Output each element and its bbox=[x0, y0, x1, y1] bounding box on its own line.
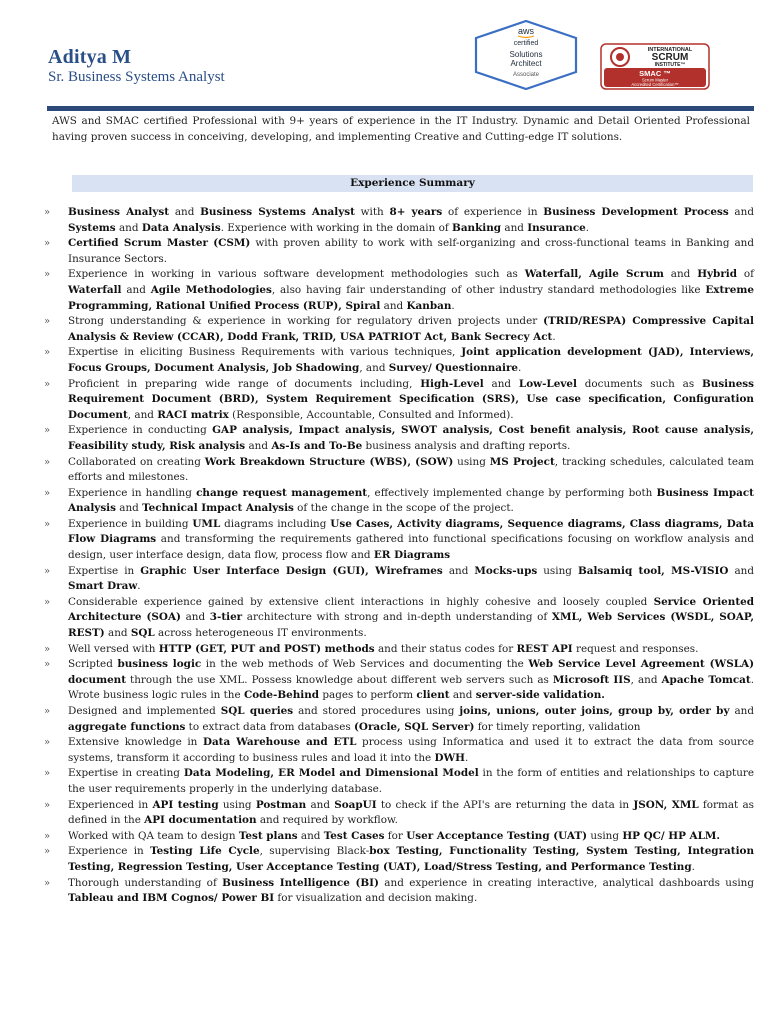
bullet-arrow-icon: » bbox=[44, 207, 51, 218]
bullet-bold-text: Smart Draw bbox=[68, 580, 138, 593]
bullet-bold-text: business logic bbox=[117, 658, 202, 671]
bullet-text: and bbox=[442, 564, 475, 577]
bullet-text: and bbox=[115, 221, 142, 234]
bullet-text: of bbox=[737, 268, 754, 281]
experience-bullet-list bbox=[44, 205, 754, 907]
bullet-bold-text: API testing bbox=[152, 798, 219, 811]
experience-bullet bbox=[44, 704, 754, 735]
bullet-text: and bbox=[169, 206, 201, 218]
bullet-text: Thorough understanding of bbox=[68, 876, 223, 889]
bullet-arrow-icon: » bbox=[44, 768, 51, 780]
bullet-text: . bbox=[552, 330, 556, 343]
bullet-arrow-icon: » bbox=[44, 846, 51, 858]
bullet-arrow-icon: » bbox=[44, 269, 51, 281]
bullet-bold-text: Tableau and IBM Cognos/ Power BI bbox=[68, 892, 275, 905]
bullet-bold-text: Test Cases bbox=[323, 829, 385, 842]
bullet-bold-text: Data Modeling, ER Model and Dimensional Model bbox=[183, 767, 479, 780]
bullet-text: and experience in creating interactive, analytical dashboards using bbox=[378, 876, 755, 889]
bullet-text: . bbox=[451, 299, 455, 312]
bullet-bold-text: RACI matrix bbox=[157, 408, 229, 421]
bullet-text: of the change in the scope of the project. bbox=[293, 502, 514, 515]
bullet-bold-text: Waterfall, Agile Scrum bbox=[524, 268, 664, 281]
bullet-text: and bbox=[115, 502, 143, 515]
bullet-text: . bbox=[464, 751, 469, 764]
bullet-bold-text: Code-Behind bbox=[243, 689, 320, 702]
bullet-text: using bbox=[587, 829, 623, 842]
experience-summary-heading: Experience Summary bbox=[72, 175, 753, 192]
bullet-text: for timely reporting, validation bbox=[474, 720, 641, 733]
bullet-text: , effectively implemented change by performing both bbox=[367, 486, 657, 499]
bullet-bold-text: Apache Tomcat bbox=[661, 673, 751, 686]
experience-bullet bbox=[44, 657, 754, 704]
bullet-text: Experienced in bbox=[68, 798, 153, 811]
bullet-bold-text: UML bbox=[192, 517, 221, 530]
candidate-title: Sr. Business Systems Analyst bbox=[48, 69, 225, 85]
bullet-bold-text: Waterfall bbox=[68, 283, 122, 296]
bullet-text: request and responses. bbox=[572, 642, 699, 655]
bullet-bold-text: Web Service Level Agreement (WSLA) document bbox=[68, 658, 754, 686]
bullet-bold-text: Mocks-ups bbox=[474, 564, 538, 577]
bullet-text: Worked with QA team to design bbox=[68, 829, 239, 842]
bullet-text: for bbox=[384, 829, 407, 842]
bullet-text: in the web methods of Web Services and documenting the bbox=[201, 658, 529, 671]
bullet-text: and bbox=[297, 829, 324, 842]
bullet-arrow-icon: » bbox=[44, 518, 51, 530]
bullet-arrow-icon: » bbox=[44, 830, 51, 842]
bullet-bold-text: Kanban bbox=[406, 299, 452, 312]
bullet-bold-text: Business Impact Analysis bbox=[68, 486, 754, 515]
aws-associate-text: Associate bbox=[512, 72, 540, 78]
experience-bullet bbox=[44, 735, 754, 766]
smac-seal-center bbox=[616, 53, 624, 61]
bullet-bold-text: Certified Scrum Master (CSM) bbox=[68, 237, 251, 250]
bullet-text: across heterogeneous IT environments. bbox=[154, 627, 367, 640]
bullet-text: and bbox=[245, 439, 272, 452]
experience-bullet bbox=[44, 798, 754, 829]
bullet-text: and bbox=[104, 627, 131, 640]
bullet-bold-text: As-Is and To-Be bbox=[271, 439, 363, 452]
bullet-arrow-icon: » bbox=[44, 643, 51, 655]
bullet-text: Expertise in bbox=[68, 564, 141, 577]
experience-bullet bbox=[44, 564, 754, 595]
bullet-text: . bbox=[137, 580, 141, 593]
bullet-text: and bbox=[501, 221, 528, 234]
bullet-text: for visualization and decision making. bbox=[274, 892, 478, 905]
bullet-text: of experience in bbox=[442, 206, 544, 218]
bullet-text: , also having fair understanding of other industry standard methodologies like bbox=[271, 283, 706, 296]
bullet-bold-text: HTTP (GET, PUT and POST) methods bbox=[158, 642, 375, 655]
bullet-text: architecture with strong and in-depth understanding of bbox=[242, 611, 552, 624]
bullet-arrow-icon: » bbox=[44, 877, 51, 889]
bullet-text: pages to perform bbox=[319, 689, 417, 702]
bullet-arrow-icon: » bbox=[44, 378, 51, 390]
bullet-text: documents such as bbox=[576, 377, 702, 390]
bullet-text: , and bbox=[630, 673, 662, 686]
bullet-text: and stored procedures using bbox=[293, 705, 460, 717]
bullet-text: using bbox=[453, 455, 490, 468]
bullet-text: and bbox=[728, 564, 754, 577]
bullet-text: and bbox=[663, 268, 698, 281]
bullet-text: in the form of entities and relationships to capture the user requirements properly in the underlying database. bbox=[68, 767, 755, 795]
bullet-arrow-icon: » bbox=[44, 347, 51, 359]
bullet-text: and bbox=[121, 283, 151, 296]
bullet-text: , tracking schedules, calculated team efforts and milestones. bbox=[68, 455, 755, 484]
bullet-bold-text: Business Requirement Document (BRD), System Requirement Specification (SRS), Use case specification, Configuration Document bbox=[68, 377, 754, 421]
bullet-bold-text: Microsoft IIS bbox=[552, 673, 631, 686]
bullet-bold-text: ER Diagrams bbox=[373, 549, 451, 562]
experience-bullet bbox=[44, 314, 754, 345]
bullet-text: with proven ability to work with self-organizing and cross-functional teams in Banking and Insurance Sectors. bbox=[68, 237, 754, 265]
bullet-text: . bbox=[691, 860, 695, 873]
bullet-arrow-icon: » bbox=[44, 425, 51, 437]
bullet-bold-text: (Oracle, SQL Server) bbox=[353, 720, 475, 733]
bullet-text: to extract data from databases bbox=[185, 720, 354, 733]
bullet-text: Well versed with bbox=[68, 642, 159, 655]
bullet-bold-text: Systems bbox=[68, 221, 116, 234]
aws-logo-text: aws bbox=[517, 26, 535, 36]
bullet-bold-text: Banking bbox=[452, 221, 502, 234]
experience-bullet bbox=[44, 205, 754, 236]
bullet-text: and bbox=[728, 206, 754, 218]
bullet-arrow-icon: » bbox=[44, 737, 51, 749]
experience-bullet bbox=[44, 423, 754, 454]
bullet-arrow-icon: » bbox=[44, 238, 51, 250]
bullet-text: with bbox=[354, 206, 390, 218]
bullet-bold-text: Insurance bbox=[527, 221, 586, 234]
bullet-text: Scripted bbox=[68, 658, 118, 671]
bullet-bold-text: Test plans bbox=[238, 829, 298, 842]
bullet-arrow-icon: » bbox=[44, 659, 51, 671]
bullet-bold-text: joins, unions, outer joins, group by, order by bbox=[459, 705, 730, 717]
bullet-bold-text: API documentation bbox=[144, 814, 257, 827]
experience-bullet bbox=[44, 595, 754, 642]
bullet-bold-text: Postman bbox=[255, 798, 307, 811]
bullet-text: and transforming the requirements gathered into functional specifications focusing on workflow analysis and design, user interface design, data flow, process flow and bbox=[68, 533, 754, 562]
experience-bullet bbox=[44, 455, 754, 486]
bullet-bold-text: SoapUI bbox=[334, 798, 377, 811]
bullet-bold-text: Joint application development (JAD), Interviews, Focus Groups, Document Analysis, Job Shadowing bbox=[68, 346, 754, 374]
bullet-bold-text: box Testing, Functionality Testing, System Testing, Integration Testing, Regression Testing, User Acceptance Testing (UAT), Load/Stress Testing, and Performance Testing bbox=[68, 845, 755, 873]
bullet-bold-text: Business Systems Analyst bbox=[200, 206, 355, 218]
bullet-text: business analysis and drafting reports. bbox=[362, 439, 571, 452]
bullet-bold-text: REST API bbox=[516, 642, 573, 655]
bullet-text: , and bbox=[359, 361, 389, 374]
bullet-bold-text: Technical Impact Analysis bbox=[142, 502, 294, 515]
smac-institute-text: INSTITUTE™ bbox=[654, 62, 686, 68]
bullet-text: and bbox=[729, 705, 754, 717]
bullet-bold-text: client bbox=[416, 689, 450, 702]
bullet-text: and bbox=[449, 689, 476, 702]
bullet-bold-text: Data Analysis bbox=[141, 221, 221, 234]
bullet-text: Considerable experience gained by extensive client interactions in highly cohesive and loosely coupled bbox=[68, 595, 654, 608]
bullet-arrow-icon: » bbox=[44, 596, 51, 608]
bullet-arrow-icon: » bbox=[44, 316, 51, 328]
bullet-bold-text: Hybrid bbox=[697, 268, 738, 281]
bullet-text: , supervising Black- bbox=[259, 845, 370, 858]
bullet-arrow-icon: » bbox=[44, 565, 51, 577]
smac-scrum-text: SCRUM bbox=[651, 52, 689, 63]
bullet-bold-text: SQL bbox=[130, 627, 155, 640]
bullet-text: and bbox=[306, 798, 335, 811]
bullet-bold-text: User Acceptance Testing (UAT) bbox=[406, 829, 588, 842]
bullet-bold-text: Low-Level bbox=[518, 377, 577, 390]
bullet-text: Expertise in eliciting Business Requirements with various techniques, bbox=[68, 346, 462, 359]
bullet-bold-text: change request management bbox=[196, 486, 368, 499]
bullet-text: Experience in conducting bbox=[68, 424, 213, 437]
aws-architect-text: Architect bbox=[510, 59, 542, 68]
experience-bullet bbox=[44, 844, 754, 875]
bullet-text: and bbox=[380, 299, 407, 312]
bullet-text: Expertise in creating bbox=[68, 767, 184, 780]
bullet-text: Experience in building bbox=[68, 517, 193, 530]
bullet-text: . Wrote business logic rules in the bbox=[68, 673, 754, 702]
bullet-text: and required by workflow. bbox=[256, 814, 398, 827]
bullet-bold-text: 3-tier bbox=[209, 611, 243, 624]
bullet-bold-text: Business Analyst bbox=[68, 206, 170, 218]
experience-bullet bbox=[44, 345, 754, 376]
bullet-bold-text: XML, Web Services (WSDL, SOAP, REST) bbox=[68, 611, 754, 640]
bullet-text: Strong understanding & experience in working for regulatory driven projects under bbox=[68, 315, 544, 328]
experience-bullet bbox=[44, 377, 754, 424]
bullet-bold-text: Work Breakdown Structure (WBS), (SOW) bbox=[204, 455, 454, 468]
experience-bullet bbox=[44, 486, 754, 517]
bullet-bold-text: (TRID/RESPA) Compressive Capital Analysis & Review (CCAR), Dodd Frank, TRID, USA PATRIOT Act, Bank Secrecy Act bbox=[68, 315, 754, 343]
bullet-text: format as defined in the bbox=[68, 798, 754, 827]
smac-certification-badge bbox=[600, 43, 710, 90]
experience-bullet bbox=[44, 267, 754, 314]
bullet-text: . Experience with working in the domain of bbox=[220, 221, 453, 234]
bullet-bold-text: Business Development Process bbox=[543, 206, 729, 218]
aws-solutions-text: Solutions bbox=[509, 50, 543, 59]
bullet-bold-text: server-side validation. bbox=[475, 689, 605, 702]
experience-bullet bbox=[44, 642, 754, 658]
smac-international-text: INTERNATIONAL bbox=[647, 47, 693, 53]
bullet-text: Experience in working in various software development methodologies such as bbox=[68, 268, 525, 281]
experience-bullet bbox=[44, 766, 754, 797]
bullet-text: Proficient in preparing wide range of documents including, bbox=[68, 377, 421, 390]
bullet-bold-text: Agile Methodologies bbox=[150, 283, 272, 296]
professional-summary: AWS and SMAC certified Professional with 9+ years of experience in the IT Industry. Dynamic and Detail Oriented Professional having proven success in conceiving, developing, and implementing Creative and Cutting-edge IT solutions. bbox=[52, 115, 750, 143]
bullet-bold-text: JSON, XML bbox=[633, 798, 699, 811]
smac-accredited-text: Accredited Certification™ bbox=[631, 82, 679, 87]
bullet-bold-text: aggregate functions bbox=[68, 720, 186, 733]
candidate-name: Aditya M bbox=[48, 46, 132, 68]
bullet-bold-text: Testing Life Cycle bbox=[150, 845, 260, 858]
bullet-text: to check if the API's are returning the data in bbox=[376, 798, 634, 811]
bullet-text: Extensive knowledge in bbox=[68, 736, 203, 749]
bullet-text: Experience in bbox=[68, 845, 151, 858]
bullet-text: and bbox=[180, 611, 210, 624]
bullet-bold-text: Use Cases, Activity diagrams, Sequence diagrams, Class diagrams, Data Flow Diagrams bbox=[68, 517, 755, 546]
bullet-text: . bbox=[518, 361, 522, 374]
aws-certified-text: certified bbox=[513, 40, 539, 47]
bullet-bold-text: Business Intelligence (BI) bbox=[222, 876, 379, 889]
bullet-text: process using Informatica and used it to extract the data from source systems, transform it according to business rules and load it into the bbox=[68, 736, 754, 764]
bullet-text: through the use XML. Possess knowledge about different web servers such as bbox=[126, 673, 553, 686]
bullet-text: using bbox=[537, 564, 578, 577]
bullet-text: using bbox=[218, 798, 256, 811]
bullet-bold-text: Survey/ Questionnaire bbox=[388, 361, 519, 374]
bullet-bold-text: High-Level bbox=[420, 377, 484, 390]
bullet-text: Collaborated on creating bbox=[68, 455, 205, 468]
aws-certification-badge bbox=[474, 20, 578, 90]
experience-bullet bbox=[44, 236, 754, 267]
bullet-bold-text: GAP analysis, Impact analysis, SWOT analysis, Cost benefit analysis, Root cause analysis, Feasibility study, Risk analysis bbox=[68, 424, 754, 452]
bullet-text: , and bbox=[127, 408, 158, 421]
bullet-text: Experience in handling bbox=[68, 486, 197, 499]
bullet-text: and bbox=[483, 377, 519, 390]
smac-title-text: SMAC ™ bbox=[639, 69, 671, 78]
bullet-bold-text: 8+ years bbox=[389, 206, 443, 218]
bullet-text: (Responsible, Accountable, Consulted and Informed). bbox=[228, 408, 514, 421]
bullet-bold-text: DWH bbox=[434, 751, 465, 764]
bullet-text: diagrams including bbox=[220, 517, 331, 530]
bullet-text: Designed and implemented bbox=[68, 705, 221, 717]
bullet-bold-text: Extreme Programming, Rational Unified Process (RUP), Spiral bbox=[68, 283, 754, 312]
smac-scrum-master-text: Scrum Master bbox=[641, 77, 669, 83]
bullet-arrow-icon: » bbox=[44, 456, 51, 468]
bullet-arrow-icon: » bbox=[44, 706, 51, 717]
bullet-arrow-icon: » bbox=[44, 487, 51, 499]
bullet-bold-text: SQL queries bbox=[220, 705, 294, 717]
bullet-bold-text: Service Oriented Architecture (SOA) bbox=[68, 595, 754, 624]
bullet-arrow-icon: » bbox=[44, 799, 51, 811]
bullet-bold-text: HP QC/ HP ALM. bbox=[622, 829, 721, 842]
experience-bullet bbox=[44, 517, 754, 564]
bullet-text: and their status codes for bbox=[374, 642, 517, 655]
bullet-bold-text: MS Project bbox=[489, 455, 555, 468]
experience-bullet bbox=[44, 829, 754, 845]
bullet-bold-text: Graphic User Interface Design (GUI), Wireframes bbox=[140, 564, 443, 577]
bullet-bold-text: Data Warehouse and ETL bbox=[202, 736, 357, 749]
bullet-bold-text: Balsamiq tool, MS-VISIO bbox=[577, 564, 729, 577]
header-divider bbox=[47, 106, 754, 111]
experience-bullet bbox=[44, 876, 754, 907]
bullet-text: . bbox=[585, 221, 590, 234]
